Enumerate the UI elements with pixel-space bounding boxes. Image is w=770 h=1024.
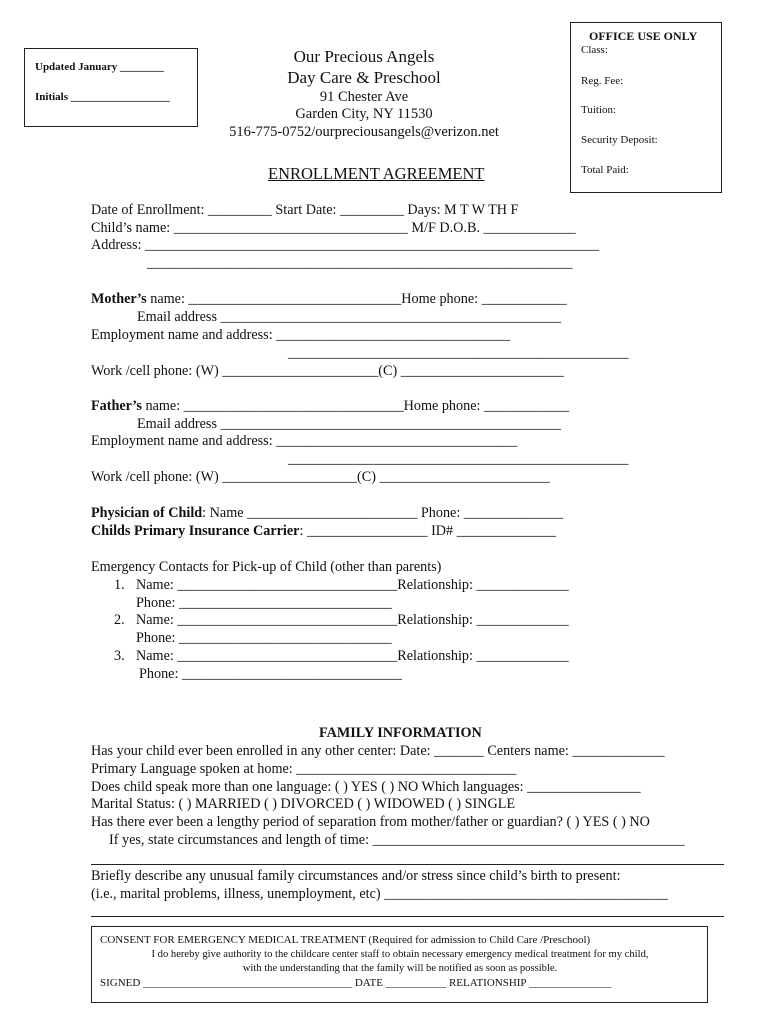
school-type: Day Care & Preschool <box>287 68 441 87</box>
office-class: Class: <box>581 44 608 56</box>
mother-employment-line-2[interactable]: ________________________________________________ <box>288 345 629 361</box>
blank-line-2[interactable] <box>91 916 724 917</box>
consent-notify: with the understanding that the family will be notified as soon as possible. <box>242 963 558 974</box>
consent-signature-line[interactable]: SIGNED ______________________________________ DATE ___________ RELATIONSHIP _______________ <box>100 977 612 989</box>
physician-label: Physician of Child <box>91 505 203 521</box>
father-name-line[interactable] <box>91 398 569 415</box>
family-marital-status[interactable]: Marital Status: ( ) MARRIED ( ) DIVORCED ( ) WIDOWED ( ) SINGLE <box>91 796 516 812</box>
emergency-intro: Emergency Contacts for Pick-up of Child (other than parents) <box>91 559 442 575</box>
father-email-line[interactable]: Email address ________________________________________________ <box>137 416 562 432</box>
office-reg-fee: Reg. Fee: <box>581 75 624 87</box>
family-info-title: FAMILY INFORMATION <box>319 725 482 741</box>
blank-line-1[interactable] <box>91 864 724 865</box>
consent-title: CONSENT FOR EMERGENCY MEDICAL TREATMENT (Required for admission to Child Care /Preschool) <box>100 934 591 946</box>
address-street: 91 Chester Ave <box>319 89 409 105</box>
father-name-field[interactable]: name: _______________________________Home phone: ____________ <box>141 398 570 414</box>
initials-field[interactable]: Initials __________________ <box>35 91 170 103</box>
updated-field[interactable]: Updated January ________ <box>35 61 164 73</box>
physician-line[interactable] <box>91 505 563 522</box>
insurance-label: Childs Primary Insurance Carrier <box>91 523 300 539</box>
father-label: Father’s <box>91 398 142 414</box>
emergency-num-2: 2. <box>114 612 125 628</box>
father-phones-line[interactable]: Work /cell phone: (W) ___________________(C) ________________________ <box>91 469 550 485</box>
family-describe-1: Briefly describe any unusual family circumstances and/or stress since child’s birth to present: <box>91 868 621 884</box>
mother-name-field[interactable]: name: ______________________________Home phone: ____________ <box>146 291 567 307</box>
emergency-num-1: 1. <box>114 577 125 593</box>
address-city: Garden City, NY 11530 <box>295 106 433 122</box>
mother-phones-line[interactable]: Work /cell phone: (W) ______________________(C) _______________________ <box>91 363 564 379</box>
insurance-field[interactable]: : _________________ ID# ______________ <box>299 523 557 539</box>
emergency-phone-3[interactable]: Phone: _______________________________ <box>139 666 402 682</box>
family-separation[interactable]: Has there ever been a lengthy period of separation from mother/father or guardian? ( ) YES ( ) NO <box>91 814 650 830</box>
page-title: ENROLLMENT AGREEMENT <box>268 164 485 183</box>
office-tuition: Tuition: <box>581 104 617 116</box>
mother-email-line[interactable]: Email address ________________________________________________ <box>137 309 562 325</box>
address-line[interactable]: Address: ________________________________________________________________ <box>91 237 599 253</box>
office-security-deposit: Security Deposit: <box>581 134 658 146</box>
family-language[interactable]: Primary Language spoken at home: _______________________________ <box>91 761 517 777</box>
emergency-phone-1[interactable]: Phone: ______________________________ <box>136 595 392 611</box>
emergency-name-3[interactable]: Name: _______________________________Relationship: _____________ <box>136 648 569 664</box>
child-name-line[interactable]: Child’s name: _________________________________ M/F D.O.B. _____________ <box>91 220 576 236</box>
insurance-line[interactable] <box>91 523 556 540</box>
family-prior-center[interactable]: Has your child ever been enrolled in any other center: Date: _______ Centers name: _____________ <box>91 743 665 759</box>
mother-employment-line[interactable]: Employment name and address: _________________________________ <box>91 327 511 343</box>
physician-field[interactable]: : Name ________________________ Phone: ______________ <box>202 505 564 521</box>
father-employment-line-2[interactable]: ________________________________________________ <box>288 451 629 467</box>
update-box <box>24 48 198 127</box>
address-line-2[interactable]: ____________________________________________________________ <box>147 255 573 271</box>
school-name: Our Precious Angels <box>293 47 435 66</box>
emergency-name-1[interactable]: Name: _______________________________Relationship: _____________ <box>136 577 569 593</box>
emergency-phone-2[interactable]: Phone: ______________________________ <box>136 630 392 646</box>
enrollment-line[interactable]: Date of Enrollment: _________ Start Date: _________ Days: M T W TH F <box>91 202 519 218</box>
mother-label: Mother’s <box>91 291 147 307</box>
office-total-paid: Total Paid: <box>581 164 629 176</box>
contact-info: 516-775-0752/ourpreciousangels@verizon.net <box>229 124 499 140</box>
family-describe-2[interactable]: (i.e., marital problems, illness, unemployment, etc) ________________________________________ <box>91 886 668 902</box>
family-multilingual[interactable]: Does child speak more than one language: ( ) YES ( ) NO Which languages: ________________ <box>91 779 641 795</box>
consent-authority: I do hereby give authority to the childcare center staff to obtain necessary emergency medical treatment for my child, <box>151 949 649 960</box>
office-use-title: OFFICE USE ONLY <box>589 29 698 43</box>
emergency-num-3: 3. <box>114 648 125 664</box>
family-circumstances[interactable]: If yes, state circumstances and length of time: ____________________________________________ <box>109 832 685 848</box>
mother-name-line[interactable] <box>91 291 567 308</box>
father-employment-line[interactable]: Employment name and address: __________________________________ <box>91 433 518 449</box>
emergency-name-2[interactable]: Name: _______________________________Relationship: _____________ <box>136 612 569 628</box>
